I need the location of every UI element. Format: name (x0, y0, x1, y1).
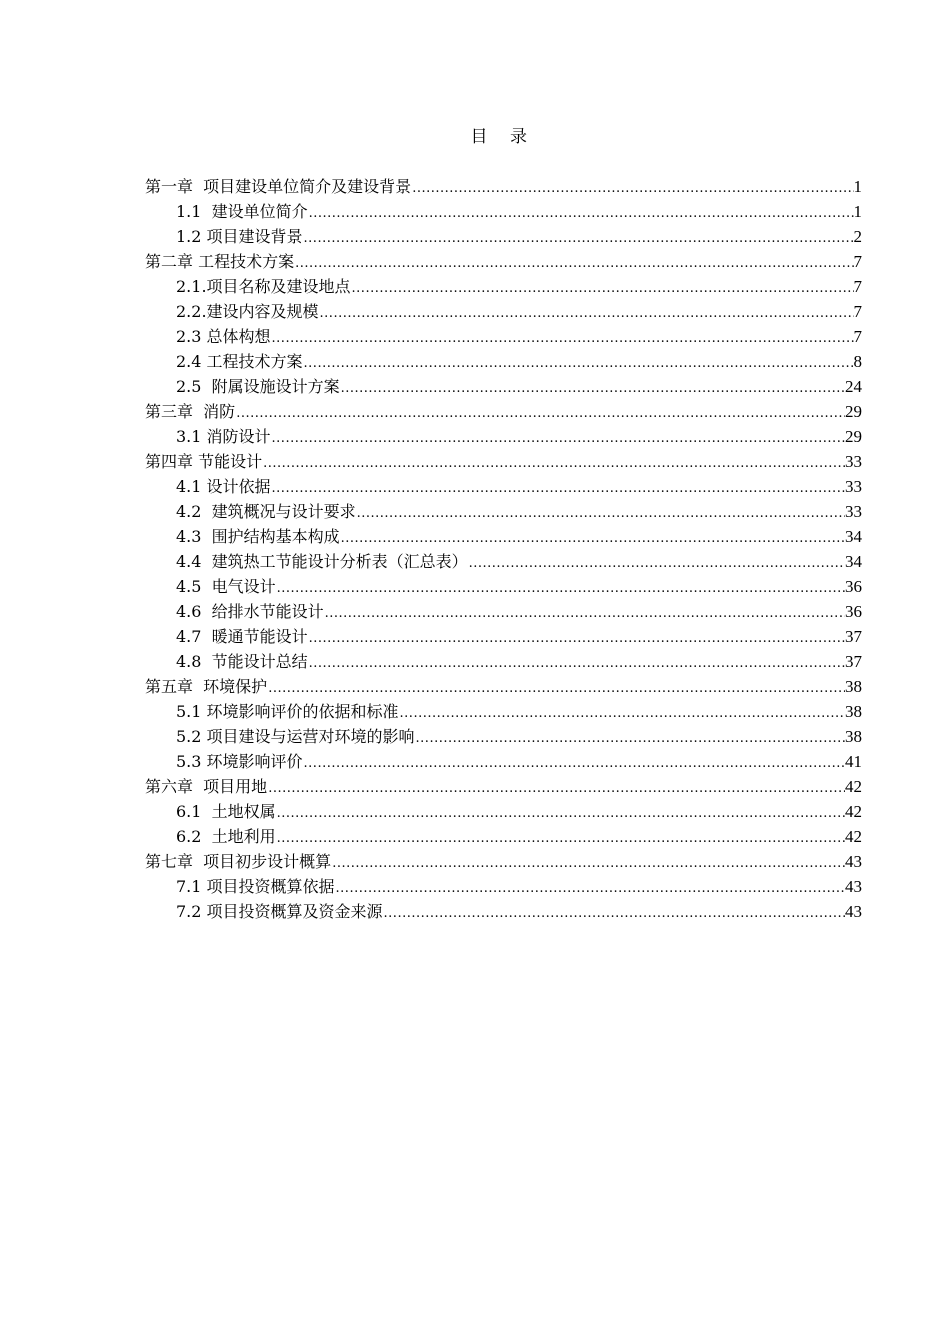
toc-section-entry[interactable] (145, 524, 862, 549)
toc-dot-leader (271, 426, 845, 451)
toc-page-number: 34 (845, 527, 862, 546)
toc-section-entry[interactable] (145, 349, 862, 374)
toc-dot-leader (235, 401, 845, 426)
toc-entry-title: 2.5 附属设施设计方案 (176, 377, 340, 396)
toc-dot-leader (468, 551, 845, 576)
toc-section-entry[interactable] (145, 824, 862, 849)
toc-entry-title: 4.4 建筑热工节能设计分析表（汇总表） (176, 552, 468, 571)
toc-entry-title: 第七章 项目初步设计概算 (145, 852, 332, 871)
toc-page-number: 29 (845, 427, 862, 446)
toc-dot-leader (308, 626, 845, 651)
toc-entry-title: 第三章 消防 (145, 402, 236, 421)
toc-section-entry[interactable] (145, 324, 862, 349)
toc-section-entry[interactable] (145, 899, 862, 924)
toc-page-number: 7 (853, 327, 862, 346)
table-of-contents (145, 174, 862, 924)
toc-page-number: 37 (845, 627, 862, 646)
toc-page-number: 29 (845, 402, 862, 421)
toc-dot-leader (324, 601, 845, 626)
toc-page-number: 34 (845, 552, 862, 571)
toc-dot-leader (351, 276, 854, 301)
toc-section-entry[interactable] (145, 649, 862, 674)
toc-dot-leader (340, 526, 845, 551)
toc-entry-title: 7.1 项目投资概算依据 (176, 877, 335, 896)
toc-page-number: 2 (853, 227, 862, 246)
toc-entry-title: 6.1 土地权属 (176, 802, 276, 821)
toc-page-number: 37 (845, 652, 862, 671)
toc-section-entry[interactable] (145, 299, 862, 324)
toc-entry-title: 5.1 环境影响评价的依据和标准 (176, 702, 399, 721)
toc-page-number: 42 (845, 802, 862, 821)
toc-section-entry[interactable] (145, 549, 862, 574)
toc-dot-leader (271, 476, 845, 501)
toc-page-number: 33 (845, 502, 862, 521)
toc-page-number: 38 (845, 677, 862, 696)
toc-page-number: 43 (845, 902, 862, 921)
toc-chapter-entry[interactable] (145, 174, 862, 199)
toc-page-number: 24 (845, 377, 862, 396)
toc-section-entry[interactable] (145, 724, 862, 749)
toc-section-entry[interactable] (145, 599, 862, 624)
toc-page-number: 41 (845, 752, 862, 771)
toc-entry-title: 第五章 环境保护 (145, 677, 268, 696)
toc-entry-title: 7.2 项目投资概算及资金来源 (176, 902, 383, 921)
toc-entry-title: 第四章 节能设计 (145, 452, 263, 471)
toc-dot-leader (356, 501, 845, 526)
toc-entry-title: 4.3 围护结构基本构成 (176, 527, 340, 546)
toc-dot-leader (303, 351, 854, 376)
toc-page-number: 36 (845, 602, 862, 621)
toc-page-number: 1 (853, 202, 862, 221)
toc-page-number: 8 (853, 352, 862, 371)
toc-entry-title: 4.1 设计依据 (176, 477, 271, 496)
toc-section-entry[interactable] (145, 474, 862, 499)
toc-dot-leader (415, 726, 845, 751)
toc-page-number: 36 (845, 577, 862, 596)
toc-chapter-entry[interactable] (145, 449, 862, 474)
toc-section-entry[interactable] (145, 274, 862, 299)
toc-dot-leader (271, 326, 854, 351)
toc-entry-title: 2.3 总体构想 (176, 327, 271, 346)
toc-chapter-entry[interactable] (145, 849, 862, 874)
toc-dot-leader (335, 876, 845, 901)
toc-chapter-entry[interactable] (145, 674, 862, 699)
toc-page-number: 43 (845, 852, 862, 871)
toc-entry-title: 2.4 工程技术方案 (176, 352, 303, 371)
toc-dot-leader (267, 776, 845, 801)
toc-entry-title: 第一章 项目建设单位简介及建设背景 (145, 177, 412, 196)
toc-page-number: 42 (845, 777, 862, 796)
toc-section-entry[interactable] (145, 199, 862, 224)
toc-dot-leader (303, 751, 845, 776)
toc-dot-leader (331, 851, 845, 876)
toc-dot-leader (276, 576, 845, 601)
toc-section-entry[interactable] (145, 499, 862, 524)
toc-dot-leader (411, 176, 853, 201)
toc-dot-leader (308, 201, 854, 226)
toc-entry-title: 5.2 项目建设与运营对环境的影响 (176, 727, 415, 746)
toc-title: 目 录 (470, 127, 536, 147)
toc-entry-title: 第二章 工程技术方案 (145, 252, 295, 271)
toc-section-entry[interactable] (145, 374, 862, 399)
toc-page-number: 7 (853, 252, 862, 271)
toc-entry-title: 第六章 项目用地 (145, 777, 268, 796)
toc-section-entry[interactable] (145, 424, 862, 449)
toc-page-number: 43 (845, 877, 862, 896)
toc-entry-title: 6.2 土地利用 (176, 827, 276, 846)
toc-entry-title: 5.3 环境影响评价 (176, 752, 303, 771)
toc-entry-title: 2.2.建设内容及规模 (176, 302, 319, 321)
toc-page-number: 33 (845, 477, 862, 496)
toc-dot-leader (383, 901, 845, 926)
toc-entry-title: 1.2 项目建设背景 (176, 227, 303, 246)
toc-entry-title: 2.1.项目名称及建设地点 (176, 277, 351, 296)
toc-entry-title: 4.2 建筑概况与设计要求 (176, 502, 356, 521)
toc-entry-title: 3.1 消防设计 (176, 427, 271, 446)
toc-dot-leader (267, 676, 845, 701)
toc-dot-leader (340, 376, 845, 401)
toc-page-number: 33 (845, 452, 862, 471)
toc-section-entry[interactable] (145, 749, 862, 774)
toc-chapter-entry[interactable] (145, 774, 862, 799)
toc-page-number: 1 (853, 177, 862, 196)
toc-section-entry[interactable] (145, 799, 862, 824)
toc-section-entry[interactable] (145, 874, 862, 899)
toc-dot-leader (262, 451, 845, 476)
toc-dot-leader (276, 801, 845, 826)
toc-page-number: 7 (853, 302, 862, 321)
toc-dot-leader (319, 301, 854, 326)
toc-chapter-entry[interactable] (145, 249, 862, 274)
toc-dot-leader (276, 826, 845, 851)
toc-dot-leader (294, 251, 853, 276)
toc-entry-title: 4.6 给排水节能设计 (176, 602, 324, 621)
toc-entry-title: 4.5 电气设计 (176, 577, 276, 596)
toc-chapter-entry[interactable] (145, 399, 862, 424)
toc-dot-leader (399, 701, 845, 726)
toc-dot-leader (308, 651, 845, 676)
toc-section-entry[interactable] (145, 574, 862, 599)
toc-entry-title: 4.7 暖通节能设计 (176, 627, 308, 646)
toc-page-number: 38 (845, 727, 862, 746)
toc-section-entry[interactable] (145, 224, 862, 249)
toc-page-number: 7 (853, 277, 862, 296)
toc-section-entry[interactable] (145, 624, 862, 649)
toc-entry-title: 4.8 节能设计总结 (176, 652, 308, 671)
toc-page-number: 38 (845, 702, 862, 721)
toc-page-number: 42 (845, 827, 862, 846)
toc-dot-leader (303, 226, 854, 251)
toc-section-entry[interactable] (145, 699, 862, 724)
toc-entry-title: 1.1 建设单位简介 (176, 202, 308, 221)
